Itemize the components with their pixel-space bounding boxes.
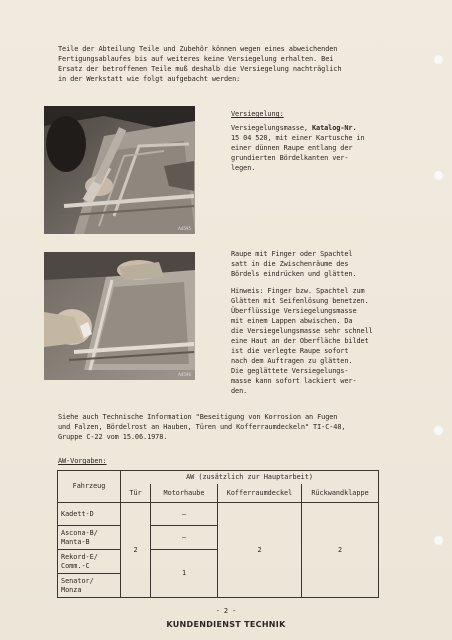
table-cell-tuer: 2 [121,503,151,598]
intro-line: Fertigungsablaufes bis auf weiteres keine Versiegelung erhalten. Bei [58,55,334,63]
instruction-line: Raupe mit Finger oder Spachtel [231,250,353,258]
punch-hole [433,170,444,181]
note-line: Glätten mit Seifenlösung benetzen. [231,297,369,305]
note-line: Hinweis: Finger bzw. Spachtel zum [231,287,365,295]
note-line: Die geglättete Versiegelungs- [231,367,349,375]
table-cell-fahrzeug: Senator/ Monza [58,574,121,598]
instruction-line [231,123,365,133]
note-line: die Versiegelungsmasse sehr schnell [231,327,373,335]
note-line: den. [231,387,248,395]
reference-line: Siehe auch Technische Information "Beseitigung von Korrosion an Fugen [58,413,338,421]
footer-title: KUNDENDIENST TECHNIK [166,620,286,629]
photo-stamp: A4595 [178,226,191,231]
instruction-line: einer dünnen Raupe entlang der [231,144,353,152]
photo-applying-sealant [44,106,195,234]
instruction-line: legen. [231,164,256,172]
photo-smoothing-bead [44,252,195,380]
table-cell-motorhaube: – [151,503,218,526]
punch-hole [433,54,444,65]
press-instructions [231,249,357,279]
instruction-line: grundierten Bördelkanten ver- [231,154,349,162]
note-line: masse kann sofort lackiert wer- [231,377,357,385]
photo-stamp: A4596 [178,372,191,377]
header-motorhaube: Motorhaube [151,484,218,503]
intro-line: in der Werkstatt wie folgt aufgebacht werden: [58,75,241,83]
reference-paragraph [58,412,345,442]
note-line: nach dem Auftragen zu glätten. [231,357,353,365]
table-cell-kofferraumdeckel: 2 [218,503,302,598]
note-line: mit einem Lappen abwischen. Da [231,317,353,325]
header-tuer: Tür [121,484,151,503]
table-cell-fahrzeug: Rekord-E/ Comm.-C [58,550,121,574]
table-cell-motorhaube: 1 [151,550,218,598]
table-cell-fahrzeug: Kadett-D [58,503,121,526]
instruction-line: satt in die Zwischenräume des [231,260,349,268]
intro-line: Ersatz der betroffenen Teile muß deshalb die Versiegelung nachträglich [58,65,342,73]
instruction-line: Bördels eindrücken und glätten. [231,270,357,278]
aw-table [57,470,379,598]
note-line: eine Haut an der Oberfläche bildet [231,337,369,345]
sealing-instructions [231,109,365,173]
header-fahrzeug: Fahrzeug [58,471,121,503]
note-line: ist die verlegte Raupe sofort [231,347,349,355]
reference-line: Gruppe C-22 vom 15.06.1978. [58,433,168,441]
punch-hole [433,535,444,546]
table-cell-fahrzeug: Ascona-B/ Manta-B [58,526,121,550]
punch-hole [433,425,444,436]
table-cell-rueckwandklappe: 2 [302,503,379,598]
header-kofferraumdeckel: Kofferraumdeckel [218,484,302,503]
note-paragraph [231,286,373,396]
intro-line: Teile der Abteilung Teile und Zubehör können wegen eines abweichenden [58,45,338,53]
page-number: - 2 - [215,607,237,615]
reference-line: und Falzen, Bördelrost an Hauben, Türen und Kofferraumdeckeln" TI-C-48, [58,423,346,431]
note-line: Überflüssige Versiegelungsmasse [231,307,357,315]
aw-heading: AW-Vorgaben: [58,457,107,465]
instruction-line: 15 04 520, mit einer Kartusche in [231,134,365,142]
table-cell-motorhaube: – [151,526,218,550]
header-rueckwandklappe: Rückwandklappe [302,484,379,503]
header-group: AW (zusätzlich zur Hauptarbeit) [121,471,379,484]
section-heading: Versiegelung: [231,110,284,118]
catalog-label: Katalog-Nr. [311,124,357,132]
instruction-text: Versiegelungsmasse, [231,124,312,132]
intro-paragraph [58,44,341,84]
